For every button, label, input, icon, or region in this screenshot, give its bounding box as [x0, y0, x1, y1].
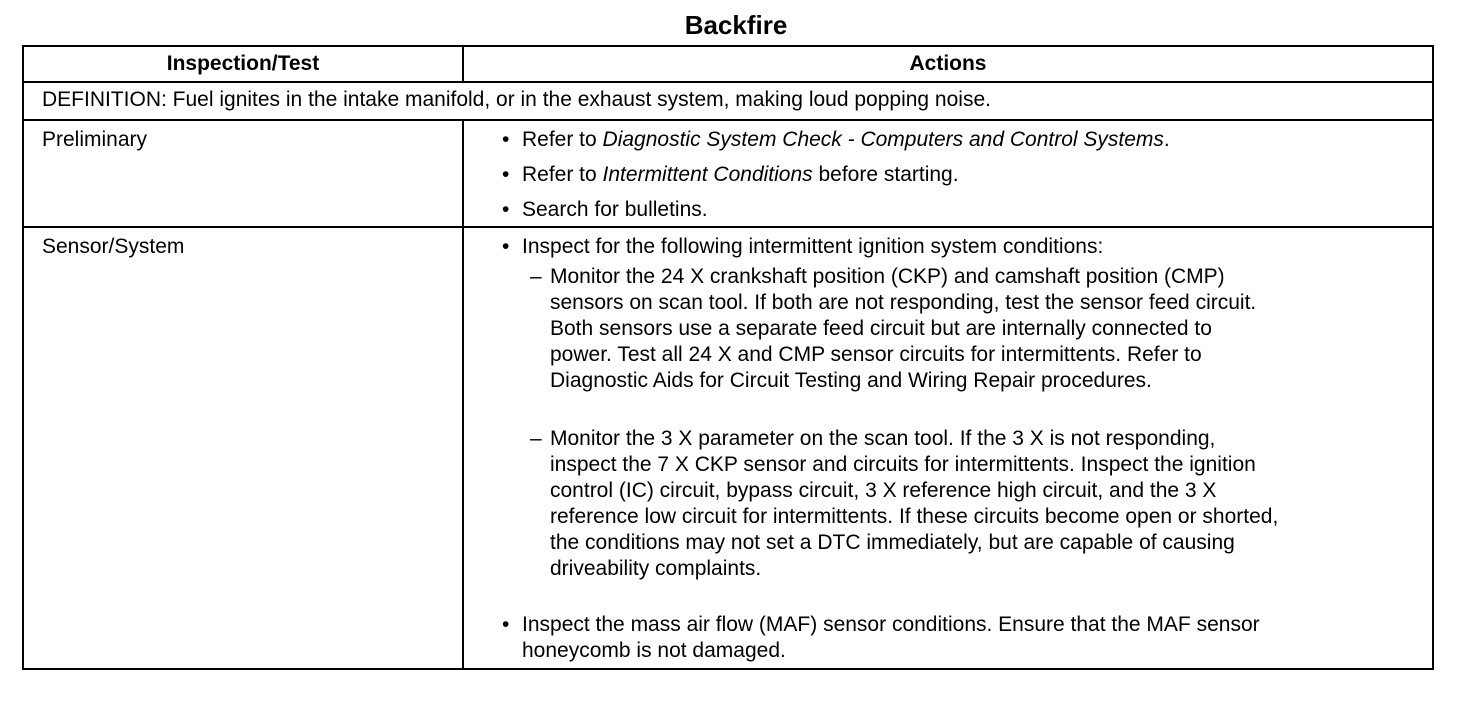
preliminary-item: • Refer to Diagnostic System Check - Computers and Control Systems.	[498, 127, 1422, 153]
sensor-bullet-maf: • Inspect the mass air flow (MAF) sensor conditions. Ensure that the MAF sensor honeycomb is not damaged.	[498, 612, 1422, 664]
sub-item-ckp-cmp: – Monitor the 24 X crankshaft position (CKP) and camshaft position (CMP) sensors on scan tool. If both are not responding, test the sensor feed circuit. Both sensors use a separate feed circuit but are internally connected to power. Test all 24 X and CMP sensor circuits for intermittents. Refer to Diagnostic Aids for Circuit Testing and Wiring Repair procedures.	[530, 264, 1422, 394]
sensor-bullet-intermittent: • Inspect for the following intermittent ignition system conditions:	[498, 234, 1422, 260]
preliminary-actions	[463, 120, 1433, 227]
preliminary-row	[23, 120, 1433, 227]
header-actions: Actions	[463, 46, 1433, 82]
sensor-system-label: Sensor/System	[23, 227, 463, 669]
sensor-system-row	[23, 227, 1433, 669]
definition-row	[23, 82, 1433, 120]
header-inspection-test: Inspection/Test	[23, 46, 463, 82]
preliminary-item: • Search for bulletins.	[498, 197, 1422, 223]
sensor-system-actions	[463, 227, 1433, 669]
definition-text: DEFINITION: Fuel ignites in the intake manifold, or in the exhaust system, making loud popping noise.	[23, 82, 1433, 120]
preliminary-item: • Refer to Intermittent Conditions before starting.	[498, 162, 1422, 188]
diagnostic-table	[22, 45, 1434, 670]
sub-item-3x-parameter: – Monitor the 3 X parameter on the scan tool. If the 3 X is not responding, inspect the 7 X CKP sensor and circuits for intermittents. Inspect the ignition control (IC) circuit, bypass circuit, 3 X reference high circuit, and the 3 X reference low circuit for intermittents. If these circuits become open or shorted, the conditions may not set a DTC immediately, but are capable of causing driveability complaints.	[530, 426, 1422, 582]
preliminary-label: Preliminary	[23, 120, 463, 227]
page-title: Backfire	[684, 10, 788, 40]
header-row	[23, 46, 1433, 82]
